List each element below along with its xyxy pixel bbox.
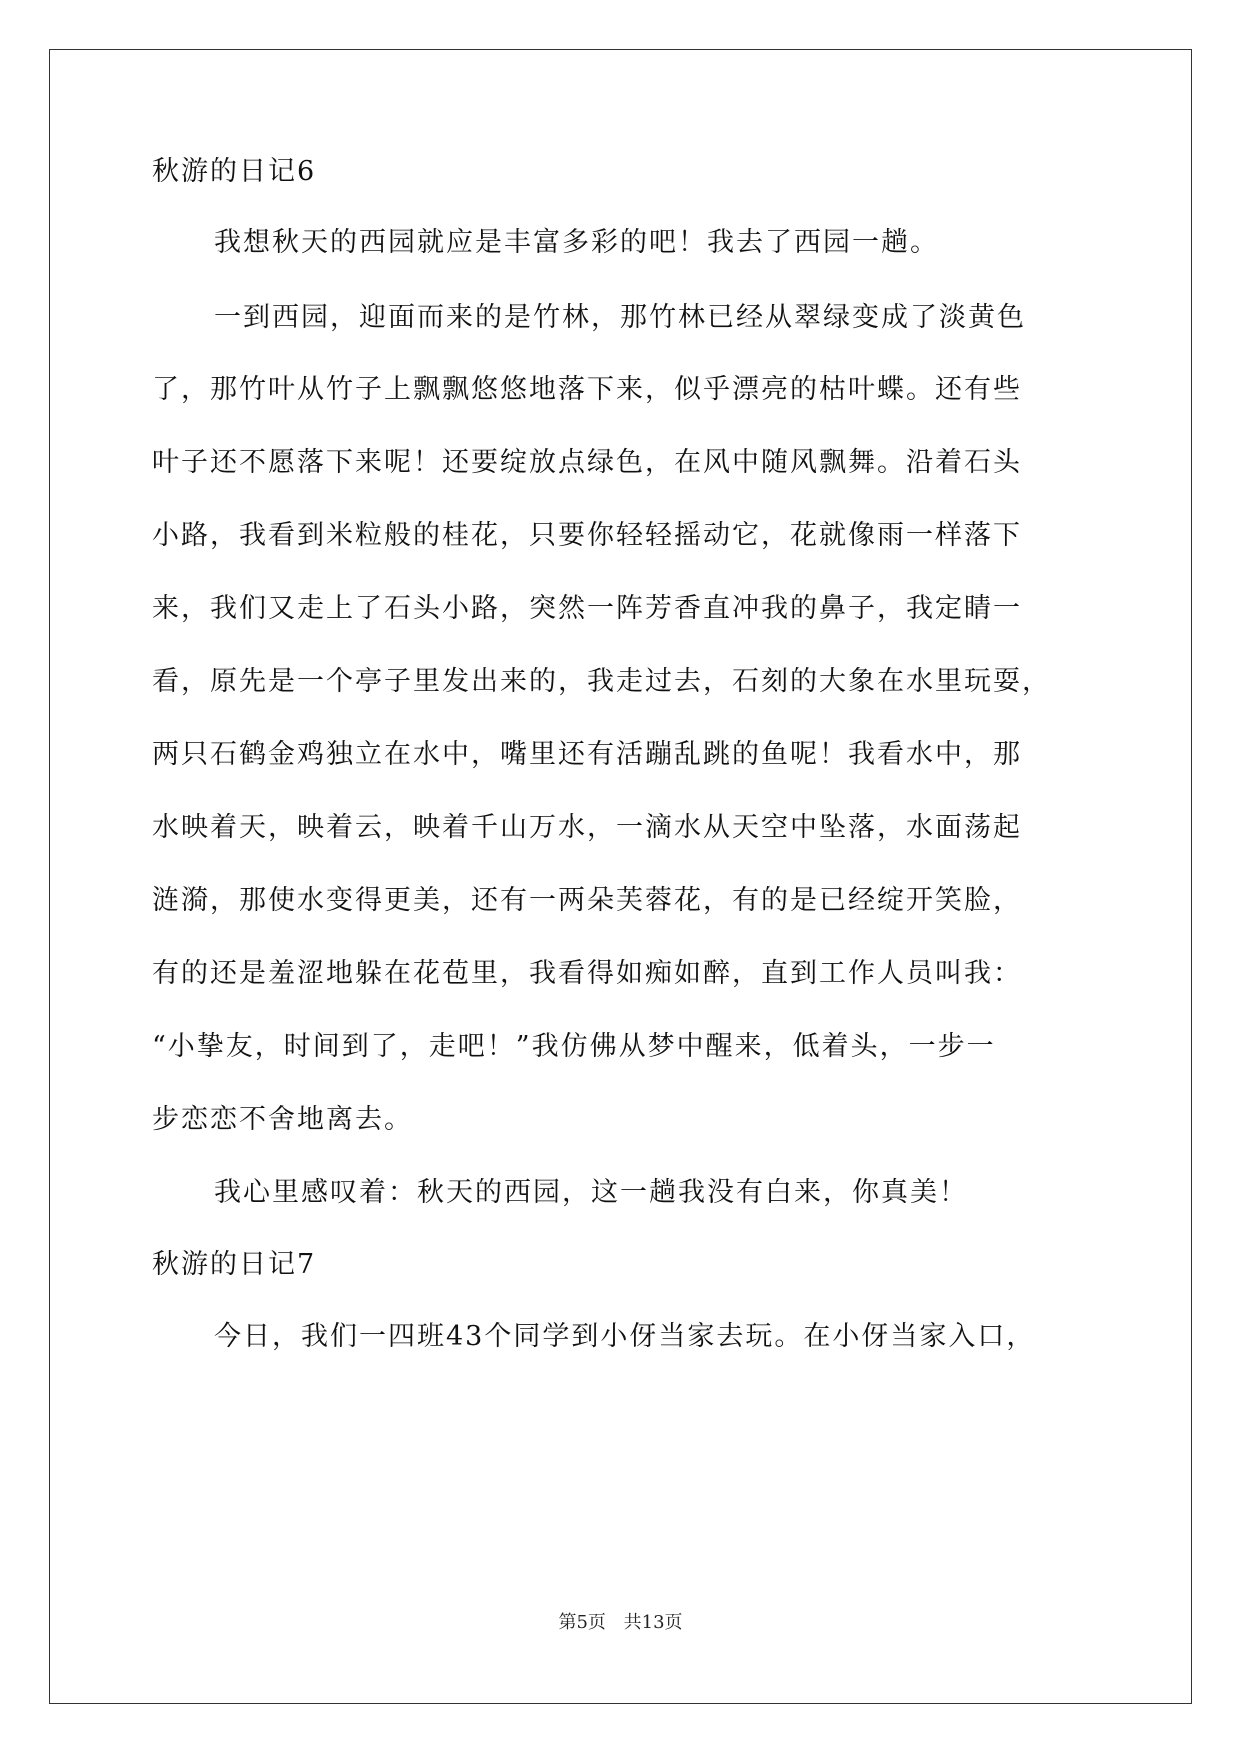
paragraph-2-line-4: 小路，我看到米粒般的桂花，只要你轻轻摇动它，花就像雨一样落下	[152, 520, 1022, 551]
paragraph-2-line-6: 看，原先是一个亭子里发出来的，我走过去，石刻的大象在水里玩耍，	[152, 666, 1051, 697]
paragraph-2-line-7: 两只石鹤金鸡独立在水中，嘴里还有活蹦乱跳的鱼呢！我看水中，那	[152, 739, 1022, 770]
paragraph-2-line-12: 步恋恋不舍地离去。	[152, 1104, 413, 1135]
paragraph-3: 我心里感叹着：秋天的西园，这一趟我没有白来，你真美！	[214, 1177, 968, 1208]
paragraph-2-line-1: 一到西园，迎面而来的是竹林，那竹林已经从翠绿变成了淡黄色	[214, 302, 1026, 333]
page-number-current: 第5页	[558, 1612, 606, 1633]
paragraph-4: 今日，我们一四班43个同学到小伢当家去玩。在小伢当家入口，	[214, 1321, 1036, 1352]
paragraph-2-line-9: 涟漪，那使水变得更美，还有一两朵芙蓉花，有的是已经绽开笑脸，	[152, 885, 1022, 916]
paragraph-2-line-5: 来，我们又走上了石头小路，突然一阵芳香直冲我的鼻子，我定睛一	[152, 593, 1022, 624]
paragraph-2-line-8: 水映着天，映着云，映着千山万水，一滴水从天空中坠落，水面荡起	[152, 812, 1022, 843]
paragraph-2-line-3: 叶子还不愿落下来呢！还要绽放点绿色，在风中随风飘舞。沿着石头	[152, 447, 1022, 478]
paragraph-2-line-2: 了，那竹叶从竹子上飘飘悠悠地落下来，似乎漂亮的枯叶蝶。还有些	[152, 374, 1022, 405]
page-number-total: 共13页	[623, 1612, 683, 1633]
page-footer	[0, 1611, 1241, 1635]
diary-title-6: 秋游的日记6	[152, 156, 317, 187]
paragraph-2-line-11: “小挚友，时间到了，走吧！”我仿佛从梦中醒来，低着头，一步一	[152, 1031, 996, 1062]
paragraph-1: 我想秋天的西园就应是丰富多彩的吧！我去了西园一趟。	[214, 227, 939, 258]
diary-title-7: 秋游的日记7	[152, 1249, 317, 1280]
paragraph-2-line-10: 有的还是羞涩地躲在花苞里，我看得如痴如醉，直到工作人员叫我：	[152, 958, 1022, 989]
